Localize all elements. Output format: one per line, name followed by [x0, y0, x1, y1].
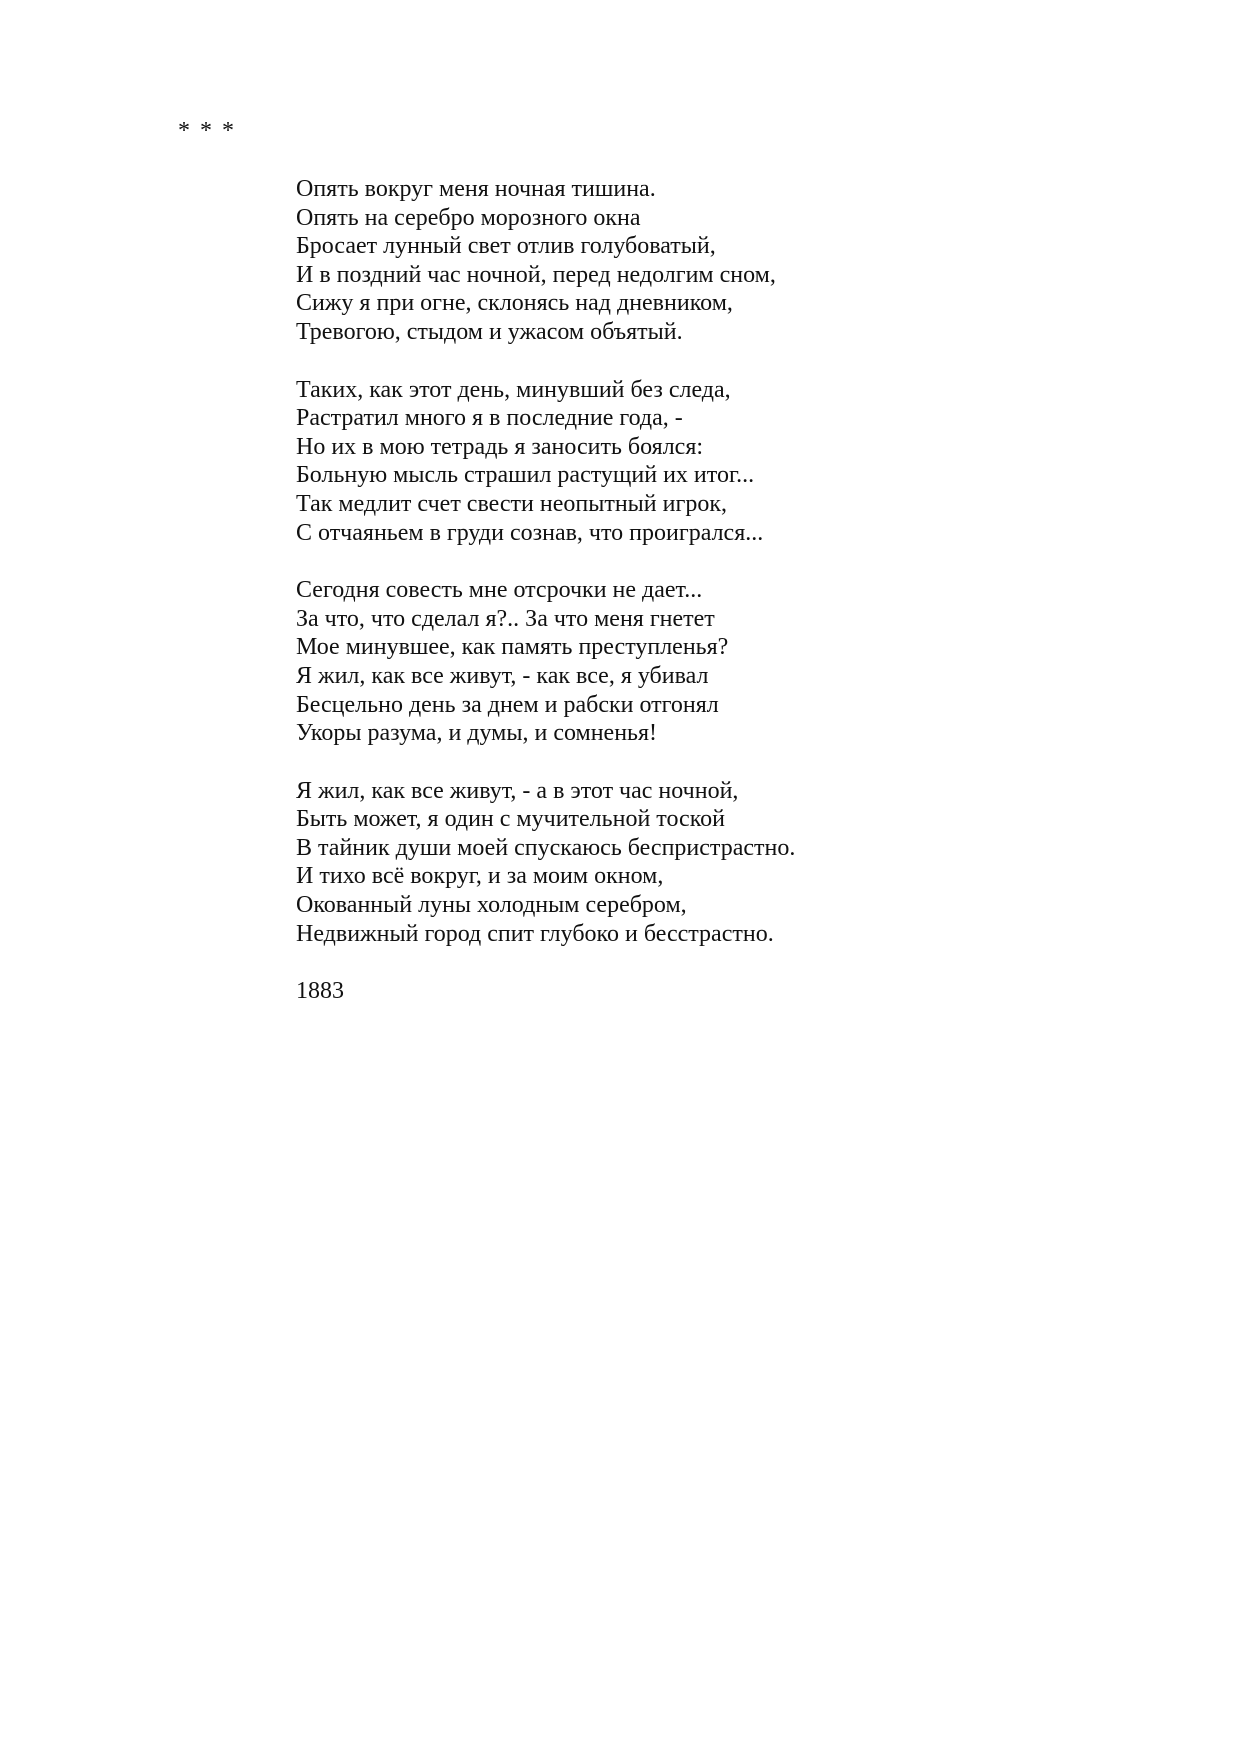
poem-line: Тревогою, стыдом и ужасом объятый.	[296, 318, 683, 345]
poem-line: Так медлит счет свести неопытный игрок,	[296, 490, 727, 517]
poem-line: Опять на серебро морозного окна	[296, 204, 641, 231]
poem-line: Я жил, как все живут, - а в этот час ночной,	[296, 777, 739, 804]
poem-line: Таких, как этот день, минувший без следа,	[296, 376, 731, 403]
poem-line: Опять вокруг меня ночная тишина.	[296, 176, 656, 202]
poem-line: Недвижный город спит глубоко и бесстрастно.	[296, 920, 774, 947]
poem-line: Сегодня совесть мне отсрочки не дает...	[296, 577, 703, 604]
poem-line: Бросает лунный свет отлив голубоватый,	[296, 233, 716, 260]
poem-line: Больную мысль страшил растущий их итог...	[296, 462, 755, 489]
poem-line: В тайник души моей спускаюсь беспристрастно.	[296, 834, 796, 861]
poem-line: Растратил много я в последние года, -	[296, 405, 683, 432]
stanza-4	[296, 777, 1156, 949]
poem-line: Окованный луны холодным серебром,	[296, 892, 687, 919]
stanza-1	[296, 175, 1156, 347]
poem-line: Но их в мою тетрадь я заносить боялся:	[296, 433, 704, 460]
poem-line: Быть может, я один с мучительной тоской	[296, 806, 725, 833]
poem-year: 1883	[296, 978, 344, 1005]
poem-line: Сижу я при огне, склонясь над дневником,	[296, 290, 733, 317]
poem-line: Я жил, как все живут, - как все, я убивал	[296, 662, 709, 689]
poem-heading-asterisks: * * *	[178, 118, 236, 144]
poem-line: Бесцельно день за днем и рабски отгонял	[296, 691, 719, 718]
poem-line: И тихо всё вокруг, и за моим окном,	[296, 863, 664, 890]
poem-line: За что, что сделал я?.. За что меня гнетет	[296, 605, 715, 632]
poem-line: С отчаяньем в груди сознав, что проигрался...	[296, 519, 764, 546]
stanza-2	[296, 376, 1156, 548]
poem-line: Укоры разума, и думы, и сомненья!	[296, 720, 658, 747]
stanza-3	[296, 576, 1156, 748]
poem-line: Мое минувшее, как память преступленья?	[296, 634, 729, 661]
poem-line: И в поздний час ночной, перед недолгим сном,	[296, 261, 776, 288]
poem-body	[296, 175, 1156, 1005]
